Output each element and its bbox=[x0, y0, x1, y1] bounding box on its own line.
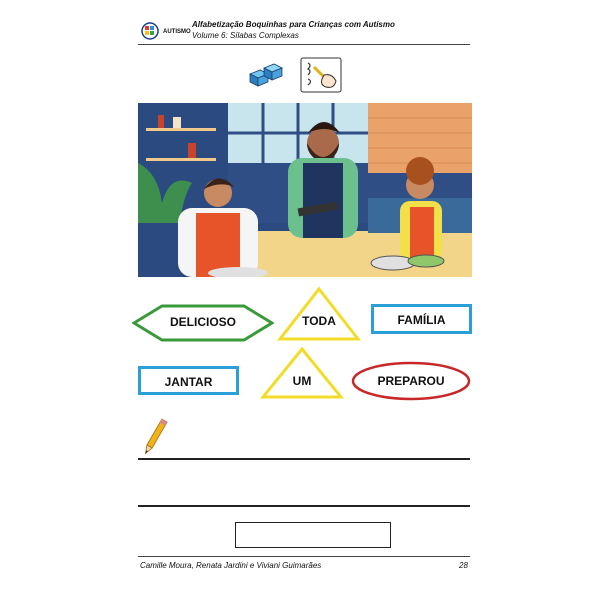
word-shape-hexagon bbox=[132, 304, 274, 342]
word-shape-triangle-1 bbox=[277, 286, 361, 342]
word-preparou: PREPAROU bbox=[377, 374, 445, 388]
word-shape-triangle-2 bbox=[260, 346, 344, 400]
pencil-icon bbox=[142, 416, 168, 458]
answer-box[interactable] bbox=[235, 522, 391, 548]
header-divider bbox=[138, 44, 470, 45]
page-number: 28 bbox=[459, 561, 468, 570]
word-shape-rectangle-2 bbox=[138, 366, 239, 395]
word-shape-ellipse bbox=[351, 361, 471, 401]
word-familia: FAMÍLIA bbox=[397, 313, 446, 327]
word-delicioso: DELICIOSO bbox=[169, 315, 236, 329]
word-um: UM bbox=[292, 374, 312, 388]
word-shape-rectangle-1 bbox=[371, 304, 472, 334]
footer-divider bbox=[138, 556, 470, 557]
word-jantar: JANTAR bbox=[164, 375, 213, 389]
writing-line-2[interactable] bbox=[138, 505, 470, 507]
header-title: Alfabetização Boquinhas para Crianças com Autismo bbox=[192, 20, 395, 29]
kitchen-family-illustration bbox=[138, 103, 472, 277]
pencil-writing-icon bbox=[300, 57, 342, 93]
footer-authors: Camille Moura, Renata Jardini e Viviani Guimarães bbox=[140, 561, 322, 570]
writing-line-1[interactable] bbox=[138, 458, 470, 460]
word-toda: TODA bbox=[302, 314, 336, 328]
logo-text: AUTISMO bbox=[163, 29, 191, 35]
blocks-icon bbox=[246, 60, 292, 88]
header-subtitle: Volume 6: Sílabas Complexas bbox=[192, 31, 299, 40]
